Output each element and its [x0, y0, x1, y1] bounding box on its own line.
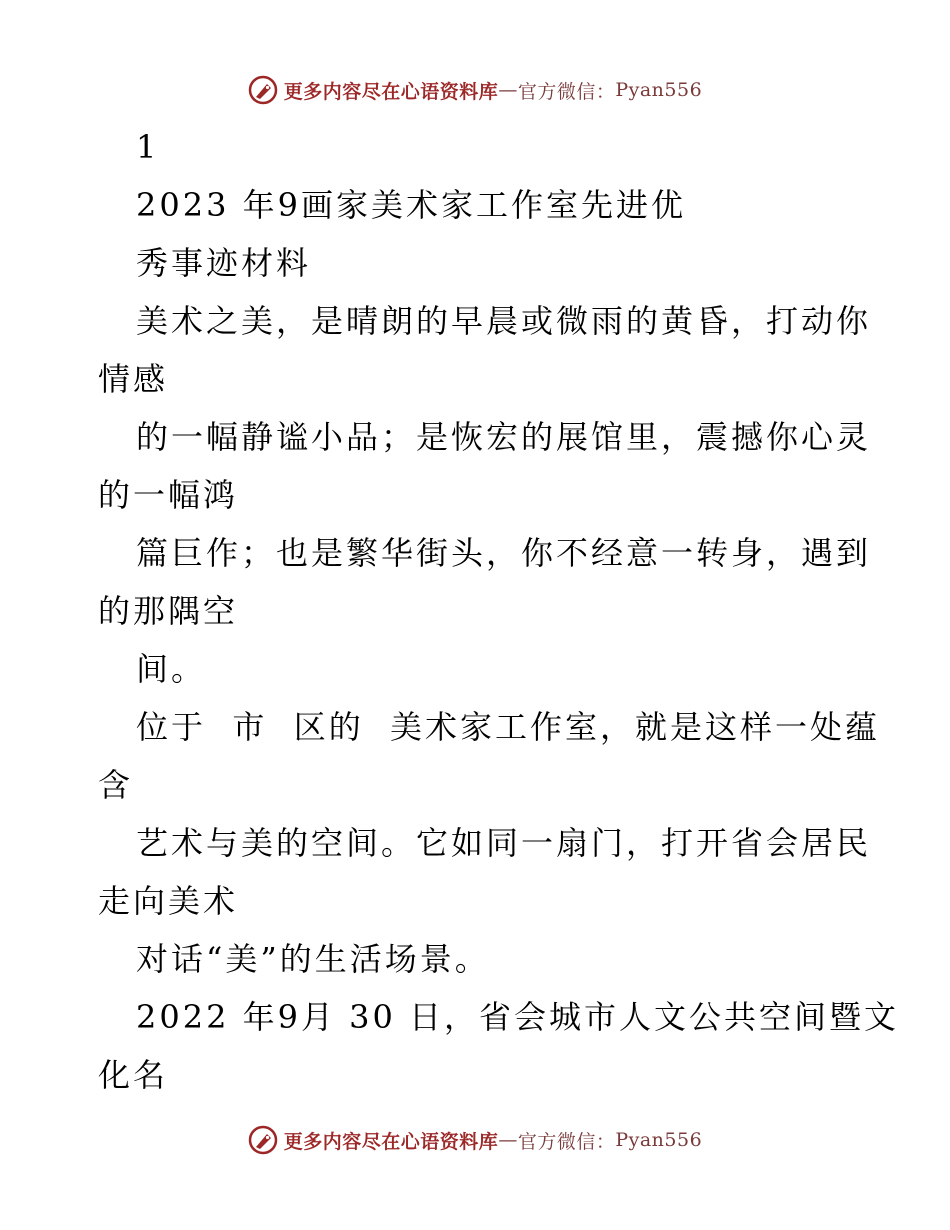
- paragraph-line: 化名: [98, 1056, 169, 1094]
- paragraph-line: 2022 年9月 30 日，省会城市人文公共空间暨文: [136, 998, 900, 1036]
- paragraph-line: 情感: [98, 360, 169, 398]
- watermark-banner-top: [0, 70, 950, 110]
- watermark-dash: —: [498, 79, 518, 101]
- watermark-brand: 更多内容尽在心语资料库: [283, 1130, 499, 1153]
- watermark-dash: —: [498, 1129, 518, 1151]
- paragraph-line: 对话“美”的生活场景。: [136, 940, 490, 978]
- doc-title-line-2: 秀事迹材料: [136, 244, 312, 282]
- paragraph-line: 艺术与美的空间。它如同一扇门，打开省会居民: [136, 824, 872, 862]
- paragraph-line: 走向美术: [98, 882, 239, 920]
- doc-title-line-1: 2023 年9画家美术家工作室先进优: [136, 186, 686, 224]
- watermark-wechat: Pyan556: [615, 1129, 703, 1151]
- pen-nib-logo-icon: [248, 75, 278, 105]
- paragraph-line: 位于 市 区的 美术家工作室，就是这样一处蕴: [136, 708, 881, 746]
- paragraph-line: 的那隅空: [98, 592, 239, 630]
- paragraph-line: 含: [98, 766, 134, 804]
- paragraph-line: 间。: [136, 650, 207, 688]
- watermark-wechat: Pyan556: [615, 79, 703, 101]
- watermark-suffix: 官方微信：: [517, 80, 616, 103]
- pen-nib-logo-icon: [248, 1125, 278, 1155]
- document-body: [98, 118, 900, 1104]
- paragraph-line: 美术之美，是晴朗的早晨或微雨的黄昏，打动你: [136, 302, 872, 340]
- paragraph-line: 的一幅鸿: [98, 476, 239, 514]
- watermark-banner-bottom: [0, 1120, 950, 1160]
- paragraph-line: 的一幅静谧小品；是恢宏的展馆里，震撼你心灵: [136, 418, 872, 456]
- watermark-brand: 更多内容尽在心语资料库: [283, 80, 499, 103]
- paragraph-line: 篇巨作；也是繁华街头，你不经意一转身，遇到: [136, 534, 872, 572]
- page-number: 1: [136, 128, 160, 166]
- watermark-suffix: 官方微信：: [517, 1130, 616, 1153]
